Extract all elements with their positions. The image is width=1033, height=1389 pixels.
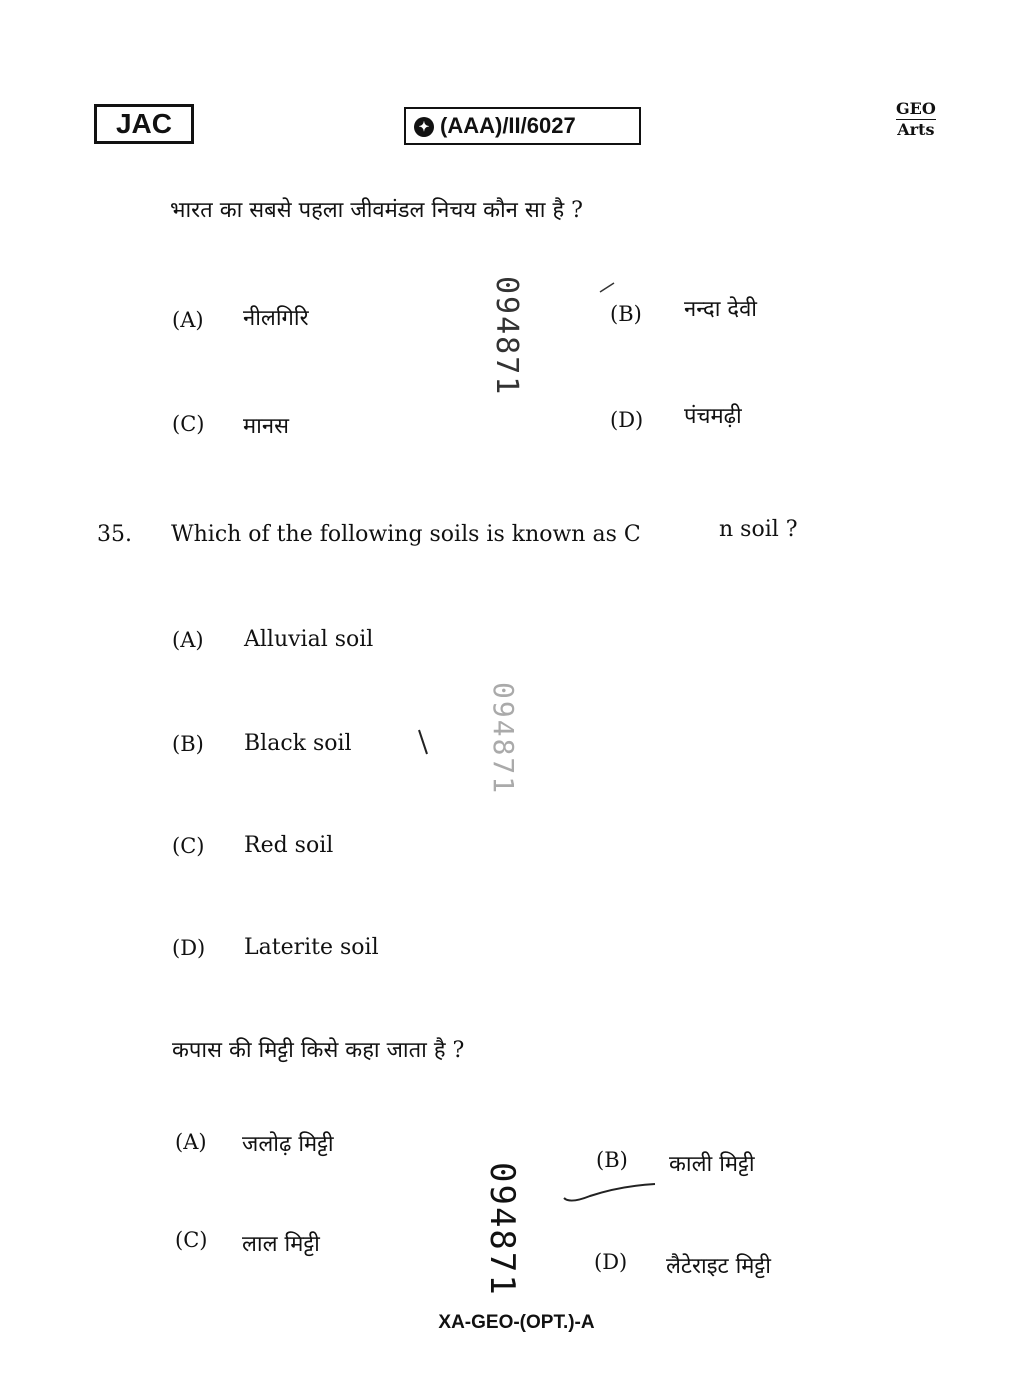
q34-option-d-label: (D): [610, 408, 644, 432]
subject-label: [896, 100, 936, 139]
q35-option-a-text: Alluvial soil: [244, 627, 374, 652]
q35-number: 35.: [97, 522, 132, 547]
star-icon: ✦: [414, 117, 434, 137]
q34-option-b-label: (B): [610, 302, 642, 326]
q34-option-b-text: नन्दा देवी: [684, 297, 757, 322]
paper-code: (AAA)/II/6027: [440, 113, 576, 138]
q35-hindi-question: कपास की मिट्टी किसे कहा जाता है ?: [172, 1038, 465, 1063]
serial-stamp: 094871: [482, 1162, 522, 1297]
stream-name: Arts: [897, 120, 935, 139]
q35-option-a-label: (A): [172, 628, 204, 652]
q35h-option-c-text: लाल मिट्टी: [242, 1232, 320, 1257]
q35h-option-b-text: काली मिट्टी: [669, 1152, 755, 1177]
q35-option-c-text: Red soil: [244, 833, 334, 858]
board-logo-box: [94, 104, 194, 144]
q35h-option-d-label: (D): [594, 1250, 628, 1274]
q35-question-start: Which of the following soils is known as C: [171, 522, 641, 547]
q35h-option-a-text: जलोढ़ मिट्टी: [242, 1132, 334, 1157]
q34-option-c-text: मानस: [243, 414, 289, 439]
q34-option-a-text: नीलगिरि: [243, 306, 309, 331]
q35-option-b-text: Black soil: [244, 731, 352, 756]
subject-name: GEO: [896, 99, 936, 118]
q35-option-d-text: Laterite soil: [244, 935, 379, 960]
q35-option-b-label: (B): [172, 732, 204, 756]
board-name: JAC: [115, 108, 172, 139]
q35-option-d-label: (D): [172, 936, 206, 960]
q34-option-c-label: (C): [172, 412, 205, 436]
serial-stamp: 094871: [487, 682, 520, 796]
q34-hindi-question: भारत का सबसे पहला जीवमंडल निचय कौन सा है ?: [170, 198, 583, 223]
serial-stamp: 094871: [489, 276, 524, 397]
pen-mark: [560, 1176, 660, 1206]
q34-option-d-text: पंचमढ़ी: [684, 404, 742, 429]
q35-option-c-label: (C): [172, 834, 205, 858]
q35h-option-b-label: (B): [596, 1148, 628, 1172]
pen-mark: [415, 728, 435, 758]
q35h-option-d-text: लैटेराइट मिट्टी: [666, 1254, 771, 1279]
footer-code: XA-GEO-(OPT.)-A: [438, 1312, 595, 1333]
q35-question-end: n soil ?: [719, 517, 798, 542]
q35h-option-a-label: (A): [175, 1130, 207, 1154]
q34-option-a-label: (A): [172, 308, 204, 332]
pen-mark: [598, 280, 618, 294]
q35h-option-c-label: (C): [175, 1228, 208, 1252]
paper-code-box: [404, 107, 641, 145]
